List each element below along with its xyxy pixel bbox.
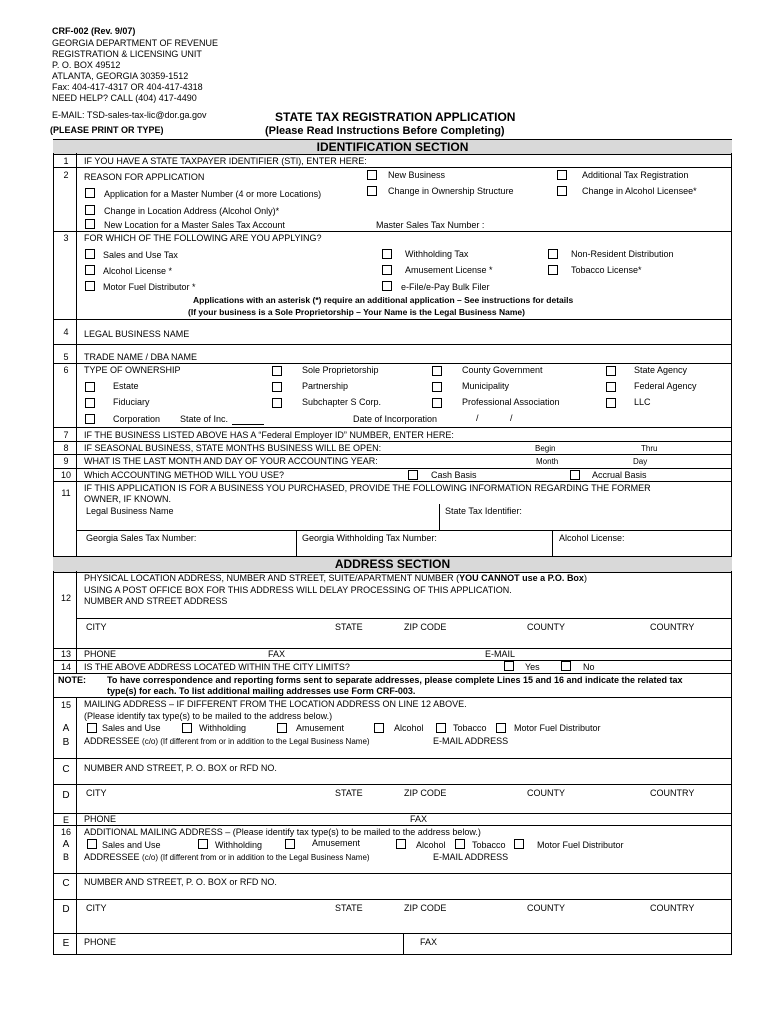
agency-line-4: ATLANTA, GEORGIA 30359-1512	[52, 71, 189, 81]
agency-line-3: P. O. BOX 49512	[52, 60, 121, 70]
professional-assoc-checkbox[interactable]	[432, 398, 442, 408]
withholding-checkbox[interactable]	[382, 249, 392, 259]
fiduciary-checkbox[interactable]	[85, 398, 95, 408]
municipality-checkbox[interactable]	[432, 382, 442, 392]
m15-withholding-checkbox[interactable]	[182, 723, 192, 733]
agency-email: E-MAIL: TSD-sales-tax-lic@dor.ga.gov	[52, 110, 207, 120]
change-alcohol-checkbox[interactable]	[557, 186, 567, 196]
m16-sales-use-checkbox[interactable]	[87, 839, 97, 849]
new-business-checkbox[interactable]	[367, 170, 377, 180]
form-title: STATE TAX REGISTRATION APPLICATION	[275, 110, 516, 124]
m15-tobacco-checkbox[interactable]	[436, 723, 446, 733]
m16-amusement-checkbox[interactable]	[285, 839, 295, 849]
form-subtitle: (Please Read Instructions Before Completing)	[265, 125, 505, 137]
agency-line-1: GEORGIA DEPARTMENT OF REVENUE	[52, 38, 219, 48]
addressee-label-15: ADDRESSEE (c/o) (If different from or in addition to the Legal Business Name)	[84, 736, 370, 746]
accrual-basis-checkbox[interactable]	[570, 470, 580, 480]
change-ownership-checkbox[interactable]	[367, 186, 377, 196]
reason-label: REASON FOR APPLICATION	[84, 172, 205, 182]
efile-checkbox[interactable]	[382, 281, 392, 291]
tobacco-license-checkbox[interactable]	[548, 265, 558, 275]
new-location-checkbox[interactable]	[85, 219, 95, 229]
motor-fuel-checkbox[interactable]	[85, 281, 95, 291]
m15-sales-use-checkbox[interactable]	[87, 723, 97, 733]
corporation-checkbox[interactable]	[85, 414, 95, 424]
m16-tobacco-checkbox[interactable]	[455, 839, 465, 849]
legal-business-name-label: LEGAL BUSINESS NAME	[84, 329, 190, 339]
form-id: CRF-002 (Rev. 9/07)	[52, 26, 136, 36]
agency-line-5: Fax: 404-417-4317 OR 404-417-4318	[52, 82, 203, 92]
nonresident-checkbox[interactable]	[548, 249, 558, 259]
cash-basis-checkbox[interactable]	[408, 470, 418, 480]
alcohol-license-checkbox[interactable]	[85, 265, 95, 275]
address-section-heading: ADDRESS SECTION	[53, 556, 732, 573]
m15-amusement-checkbox[interactable]	[277, 723, 287, 733]
estate-checkbox[interactable]	[85, 382, 95, 392]
m16-alcohol-checkbox[interactable]	[396, 839, 406, 849]
additional-tax-checkbox[interactable]	[557, 170, 567, 180]
sti-label: IF YOU HAVE A STATE TAXPAYER IDENTIFIER (STI), ENTER HERE:	[84, 156, 367, 166]
city-limits-yes-checkbox[interactable]	[504, 661, 514, 671]
agency-line-2: REGISTRATION & LICENSING UNIT	[52, 49, 202, 59]
m16-motor-fuel-checkbox[interactable]	[514, 839, 524, 849]
m15-motor-fuel-checkbox[interactable]	[496, 723, 506, 733]
print-note: (PLEASE PRINT OR TYPE)	[50, 125, 164, 135]
sole-prop-checkbox[interactable]	[272, 366, 282, 376]
identification-section-heading: IDENTIFICATION SECTION	[53, 139, 732, 155]
subchapter-s-checkbox[interactable]	[272, 398, 282, 408]
change-location-checkbox[interactable]	[85, 205, 95, 215]
amusement-license-checkbox[interactable]	[382, 265, 392, 275]
partnership-checkbox[interactable]	[272, 382, 282, 392]
master-number-checkbox[interactable]	[85, 188, 95, 198]
county-gov-checkbox[interactable]	[432, 366, 442, 376]
m15-alcohol-checkbox[interactable]	[374, 723, 384, 733]
llc-checkbox[interactable]	[606, 398, 616, 408]
addressee-label-16: ADDRESSEE (c/o) (If different from or in addition to the Legal Business Name)	[84, 852, 370, 862]
m16-withholding-checkbox[interactable]	[198, 839, 208, 849]
agency-line-6: NEED HELP? CALL (404) 417-4490	[52, 93, 197, 103]
physical-address-label: PHYSICAL LOCATION ADDRESS, NUMBER AND STREET, SUITE/APARTMENT NUMBER (YOU CANNOT use a P.O. Box)	[84, 573, 587, 583]
sales-use-checkbox[interactable]	[85, 249, 95, 259]
city-limits-no-checkbox[interactable]	[561, 661, 571, 671]
form-page: CRF-002 (Rev. 9/07) GEORGIA DEPARTMENT OF REVENUE REGISTRATION & LICENSING UNIT P. O. BOX 49512 ATLANTA, GEORGIA 30359-1512 Fax: 404-417-4317 OR 404-417-4318 NEED HELP? CALL (404) 417-4490 E-MAIL: TSD-sales-tax-lic@dor.ga.gov (PLEASE PRINT OR TYPE) STATE TAX REGISTRATION APPLICATION (Please Read Instructions Before Completing) IDENTIFICATION SECTION 1 IF YOU HAVE A STATE TAXPAYER IDENTIFIER (STI), ENTER HERE: 2 REASON FOR APPLICATION New Business Additional Tax Registration Application for a Master Number (4 or more Locations) Change in Ownership Structure Change in Alcohol Licensee* Change in Location Address (Alcohol Only)* New Location for a Master Sales Tax Account Master Sales Tax Number : 3 FOR WHICH OF THE FOLLOWING ARE YOU APPLYING? Sales and Use Tax Withholding Tax Non-Resident Distribution Alcohol License * Amusement License * Tobacco License* Motor Fuel Distributor * e-File/e-Pay Bulk Filer Applications with an asterisk (*) require an additional application – See instructions for details (If your business is a Sole Proprietorship – Your Name is the Legal Business Name) 4 LEGAL BUSINESS NAME 5 TRADE NAME / DBA NAME 6 TYPE OF OWNERSHIP Sole Proprietorship County Government State Agency Estate Partnership Municipality Federal Agency Fiduciary Subchapter S Corp. Professional Association LLC Corporation State of Inc. Date of Incorporation / / 7 IF THE BUSINESS LISTED ABOVE HAS A “Federal Employer ID” NUMBER, ENTER HERE: 8 IF SEASONAL BUSINESS, STATE MONTHS BUSINESS WILL BE OPEN: Begin Thru 9 WHAT IS THE LAST MONTH AND DAY OF YOUR ACCOUNTING YEAR: Month Day 10 Which ACCOUNTING METHOD WILL YOU USE? Cash Basis Accrual Basis 11 IF THIS APPLICATION IS FOR A BUSINESS YOU PURCHASED, PROVIDE THE FOLLOWING INFORMATION REGARDING THE FORMER OWNER, IF KNOWN. Legal Business Name State Tax Identifier: Georgia Sales Tax Number: Georgia Withholding Tax Number: Alcohol License: ADDRESS SECTION 12 PHYSICAL LOCATION ADDRESS, NUMBER AND STREET, SUITE/APARTMENT NUMBER (YOU CANNOT use a P.O. Box) USING A POST OFFICE BOX FOR THIS ADDRESS WILL DELAY PROCESSING OF THIS APPLICATION. NUMBER AND STREET ADDRESS CITY STATE ZIP CODE COUNTY COUNTRY 13 PHONE FAX E-MAIL 14 IS THE ABOVE ADDRESS LOCATED WITHIN THE CITY LIMITS? Yes No NOTE: To have correspondence and reporting forms sent to separate addresses, please complete Lines 15 and 16 and indicate the related tax type(s) for each. To list additional mailing addresses use Form CRF-003. 15 MAILING ADDRESS – IF DIFFERENT FROM THE LOCATION ADDRESS ON LINE 12 ABOVE. (Please identify tax type(s) to be mailed to the address below.) A Sales and Use Withholding Amusement Alcohol Tobacco Motor Fuel Distributor B ADDRESSEE (c/o) (If different from or in addition to the Legal Business Name) E-MAIL ADDRESS C NUMBER AND STREET, P. O. BOX or RFD NO. D CITY STATE ZIP CODE COUNTY COUNTRY E PHONE FAX 16 ADDITIONAL MAILING ADDRESS – (Please identify tax type(s) to be mailed to the address below.) A Sales and Use Withholding Amusement Alcohol Tobacco Motor Fuel Distributor B ADDRESSEE (c/o) (If different from or in addition to the Legal Business Name) E-MAIL ADDRESS C NUMBER AND STREET, P. O. BOX or RFD NO. D CITY STATE ZIP CODE COUNTY COUNTRY E PHONE FAX	[0, 0, 770, 1024]
federal-agency-checkbox[interactable]	[606, 382, 616, 392]
state-agency-checkbox[interactable]	[606, 366, 616, 376]
